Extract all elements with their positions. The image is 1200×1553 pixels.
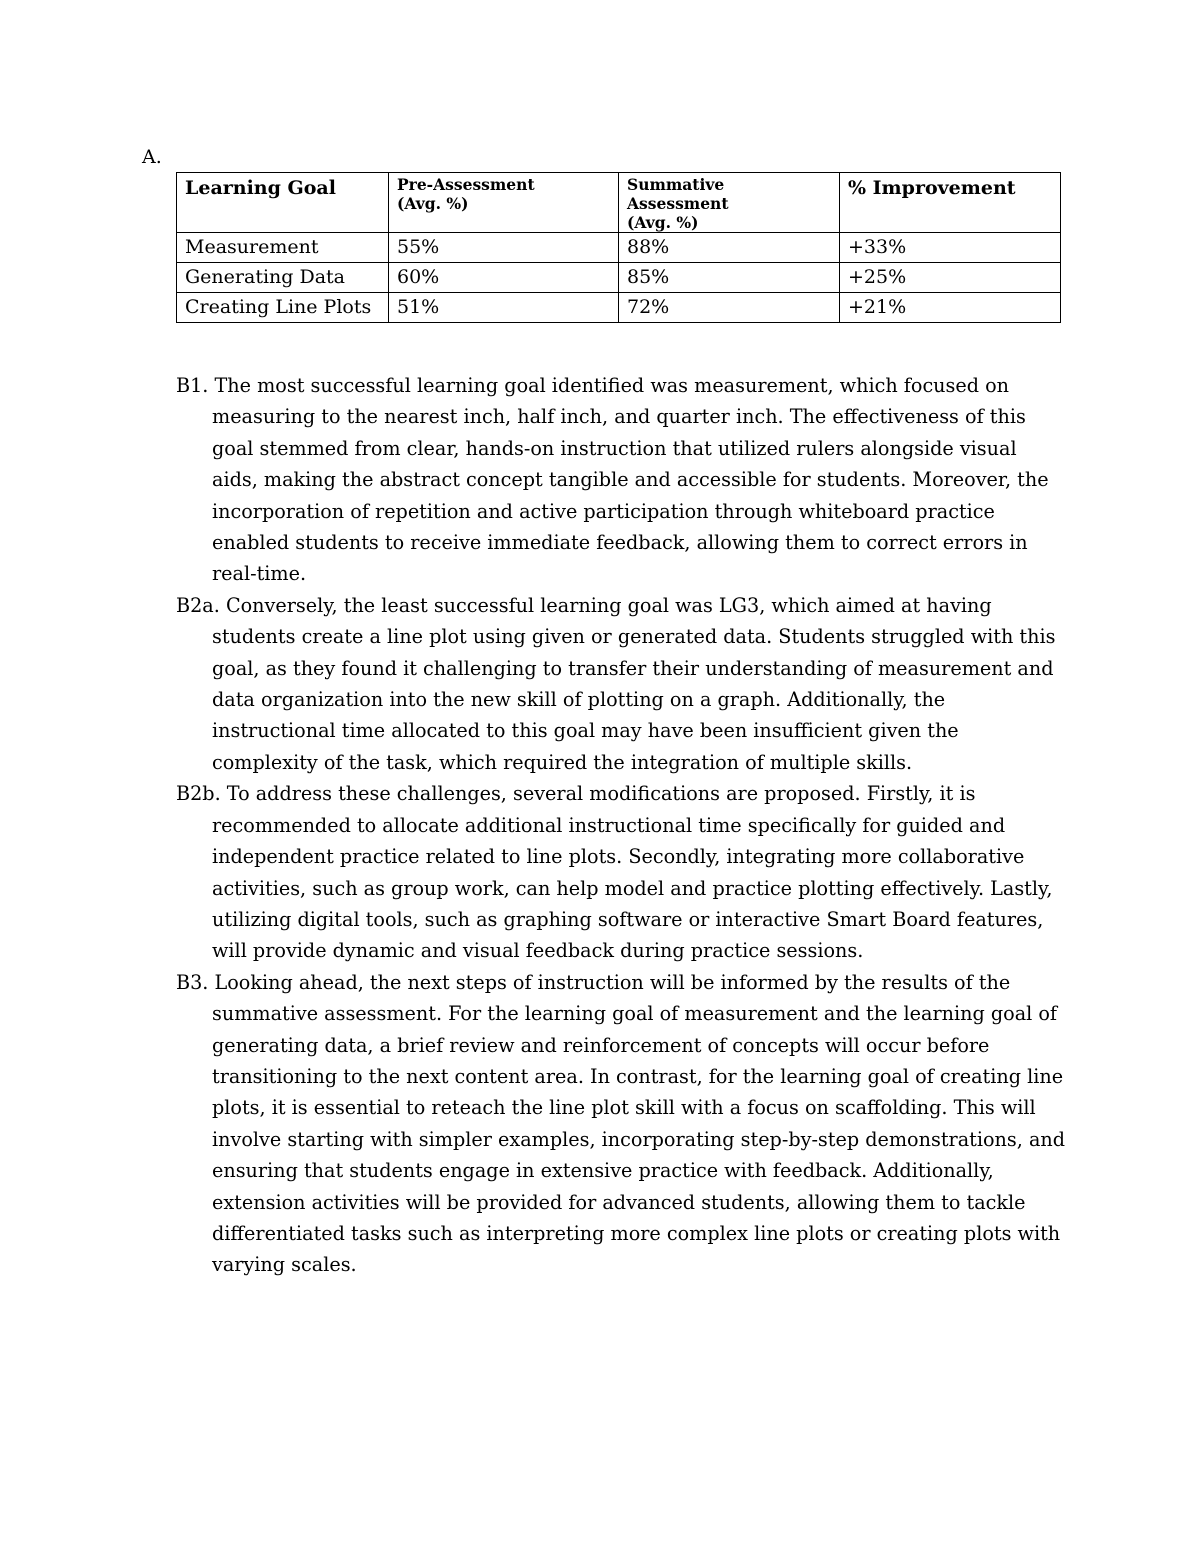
reflection-body: [176, 370, 1066, 1281]
table-header-row: [177, 173, 1061, 233]
cell-summative: 85%: [619, 263, 840, 293]
cell-improvement: +33%: [840, 233, 1061, 263]
header-learning-goal-label: Learning Goal: [185, 177, 336, 199]
cell-summative: 72%: [619, 293, 840, 323]
header-improvement: [840, 173, 1061, 233]
cell-pre: 60%: [389, 263, 619, 293]
cell-improvement: +21%: [840, 293, 1061, 323]
header-pre-assessment: [389, 173, 619, 233]
header-sum-line1: Summative Assessment: [627, 175, 729, 213]
paragraph-b2b: B2b. To address these challenges, several modifications are proposed. Firstly, it is recommended to allocate additional instructional time specifically for guided and independent practice related to line plots. Secondly, integrating more collaborative activities, such as group work, can help model and practice plotting effectively. Lastly, utilizing digital tools, such as graphing software or interactive Smart Board features, will provide dynamic and visual feedback during practice sessions.: [176, 782, 1053, 963]
table-row: [177, 263, 1061, 293]
paragraph-b1: B1. The most successful learning goal identified was measurement, which focused on measuring to the nearest inch, half inch, and quarter inch. The effectiveness of this goal stemmed from clear, hands-on instruction that utilized rulers alongside visual aids, making the abstract concept tangible and accessible for students. Moreover, the incorporation of repetition and active participation through whiteboard practice enabled students to receive immediate feedback, allowing them to correct errors in real-time.: [176, 374, 1049, 586]
header-pre-line1: Pre-Assessment: [397, 175, 535, 194]
cell-goal: Creating Line Plots: [177, 293, 389, 323]
cell-pre: 55%: [389, 233, 619, 263]
header-improvement-label: % Improvement: [848, 177, 1016, 199]
cell-pre: 51%: [389, 293, 619, 323]
cell-goal: Measurement: [177, 233, 389, 263]
cell-goal: Generating Data: [177, 263, 389, 293]
table-row: [177, 233, 1061, 263]
header-sum-line2: (Avg. %): [627, 213, 699, 232]
assessment-table: [176, 172, 1061, 323]
table-row: [177, 293, 1061, 323]
paragraph-b2a: B2a. Conversely, the least successful learning goal was LG3, which aimed at having students create a line plot using given or generated data. Students struggled with this goal, as they found it challenging to transfer their understanding of measurement and data organization into the new skill of plotting on a graph. Additionally, the instructional time allocated to this goal may have been insufficient given the complexity of the task, which required the integration of multiple skills.: [176, 593, 1056, 774]
header-summative-assessment: [619, 173, 840, 233]
section-label: A.: [142, 146, 162, 168]
header-learning-goal: [177, 173, 389, 233]
cell-summative: 88%: [619, 233, 840, 263]
header-pre-line2: (Avg. %): [397, 194, 469, 213]
cell-improvement: +25%: [840, 263, 1061, 293]
paragraph-b3: B3. Looking ahead, the next steps of instruction will be informed by the results of the summative assessment. For the learning goal of measurement and the learning goal of generating data, a brief review and reinforcement of concepts will occur before transitioning to the next content area. In contrast, for the learning goal of creating line plots, it is essential to reteach the line plot skill with a focus on scaffolding. This will involve starting with simpler examples, incorporating step-by-step demonstrations, and ensuring that students engage in extensive practice with feedback. Additionally, extension activities will be provided for advanced students, allowing them to tackle differentiated tasks such as interpreting more complex line plots or creating plots with varying scales.: [176, 970, 1066, 1277]
